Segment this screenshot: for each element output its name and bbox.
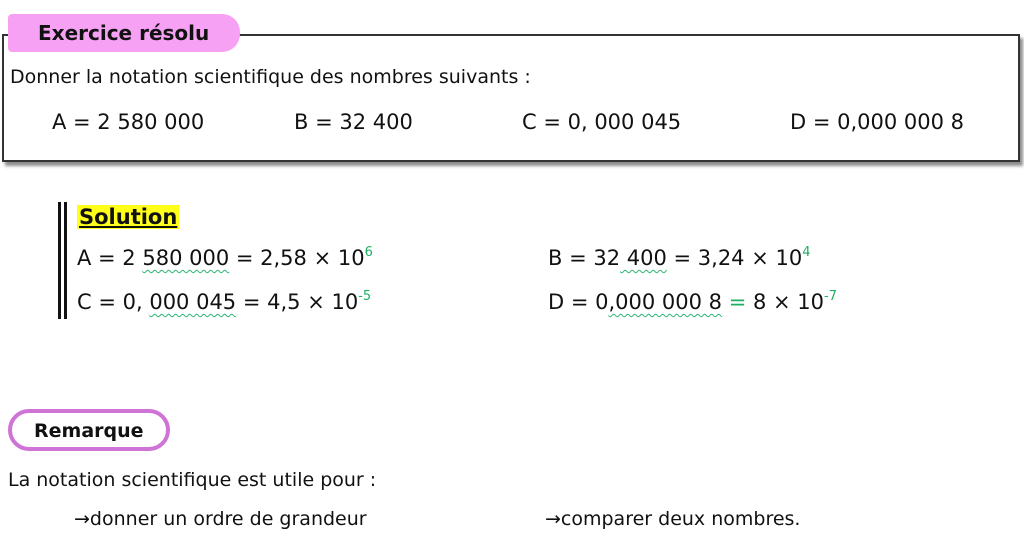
solution-b-pre: B = 32 — [548, 246, 621, 270]
solution-c — [77, 289, 371, 314]
exercise-tag — [8, 14, 240, 52]
solution-b-post: = 3,24 × 10 — [666, 246, 803, 270]
number-a: A = 2 580 000 — [52, 110, 205, 134]
solution-d-digits: ,000 000 8 — [608, 290, 723, 314]
solution-a-exponent: 6 — [364, 245, 373, 260]
remark-title: Remarque — [34, 420, 144, 442]
solution-bar-inner — [64, 202, 67, 319]
solution-b-digits: 400 — [620, 246, 667, 270]
solution-a-post: = 2,58 × 10 — [229, 246, 365, 270]
number-c: C = 0, 000 045 — [522, 110, 682, 134]
solution-d-exponent: -7 — [824, 289, 837, 304]
solution-c-post: = 4,5 × 10 — [236, 290, 359, 314]
solution-a-digits: 580 000 — [142, 246, 230, 270]
solution-c-exponent: -5 — [358, 289, 372, 304]
solution-title: Solution — [79, 205, 178, 229]
remark-use-1: →donner un ordre de grandeur — [74, 508, 367, 530]
solution-a-pre: A = 2 — [77, 246, 143, 270]
remark-badge — [8, 409, 170, 451]
solution-d-equals: = — [722, 290, 753, 314]
solution-d-post: 8 × 10 — [753, 290, 825, 314]
solution-d — [548, 289, 837, 314]
remark-text: La notation scientifique est utile pour : — [8, 469, 377, 491]
remark-use-2: →comparer deux nombres. — [545, 508, 801, 530]
number-b: B = 32 400 — [294, 110, 413, 134]
solution-c-digits: 000 045 — [149, 290, 237, 314]
solution-c-pre: C = 0, — [77, 290, 150, 314]
exercise-question: Donner la notation scientifique des nombres suivants : — [10, 66, 531, 88]
solution-bar-outer — [58, 202, 61, 319]
solution-b — [548, 245, 811, 270]
exercise-box — [2, 34, 1020, 162]
number-d: D = 0,000 000 8 — [790, 110, 965, 134]
solution-d-pre: D = 0 — [548, 290, 609, 314]
exercise-tag-label: Exercice résolu — [38, 21, 210, 45]
solution-b-exponent: 4 — [802, 245, 811, 260]
solution-a — [77, 245, 373, 270]
